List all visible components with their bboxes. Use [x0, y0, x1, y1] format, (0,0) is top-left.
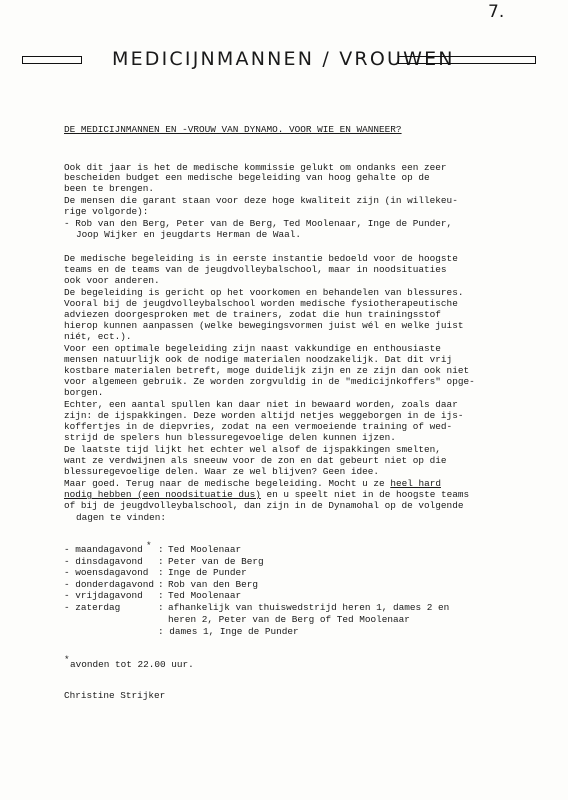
- schedule-separator: :: [158, 579, 164, 590]
- page-number: 7.: [488, 2, 505, 22]
- text-line: De mensen die garant staan voor deze hoge kwaliteit zijn (in willekeu-: [64, 195, 458, 206]
- schedule-person-continued: heren 2, Peter van de Berg of Ted Moolenaar: [168, 614, 410, 625]
- schedule-separator: :: [158, 544, 164, 555]
- schedule-person-continued: : dames 1, Inge de Punder: [158, 626, 299, 637]
- footnote: avonden tot 22.00 uur.: [70, 659, 194, 670]
- schedule-separator: :: [158, 590, 164, 601]
- text-run: Maar goed. Terug naar de medische begeleiding. Mocht u ze: [64, 478, 391, 489]
- text-line: dagen te vinden:: [76, 512, 167, 523]
- text-line: ook voor anderen.: [64, 275, 160, 286]
- schedule-person: Rob van den Berg: [168, 579, 259, 590]
- text-line: [64, 489, 469, 500]
- text-line: Voor een optimale begeleiding zijn naast vakkundige en enthousiaste: [64, 343, 441, 354]
- schedule-day: - woensdagavond: [64, 567, 149, 578]
- text-line: borgen.: [64, 387, 104, 398]
- text-line: mensen natuurlijk ook de nodige materialen noodzakelijk. Dat dit vrij: [64, 354, 453, 365]
- text-line: [64, 478, 441, 489]
- schedule-separator: :: [158, 567, 164, 578]
- text-line: rige volgorde):: [64, 206, 149, 217]
- text-line: Ook dit jaar is het de medische kommissie gelukt om ondanks een zeer: [64, 162, 447, 173]
- schedule-day: - donderdagavond: [64, 579, 155, 590]
- text-line: teams en de teams van de jeugdvolleybalschool, maar in noodsituaties: [64, 264, 447, 275]
- text-line: blessuregevoelige delen. Waar ze wel blijven? Geen idee.: [64, 466, 380, 477]
- text-line: Joop Wijker en jeugdarts Herman de Waal.: [76, 229, 302, 240]
- text-line: De begeleiding is gericht op het voorkomen en behandelen van blessures.: [64, 287, 464, 298]
- schedule-person: Inge de Punder: [168, 567, 247, 578]
- text-line: bescheiden budget een medische begeleiding van hoog gehalte op de: [64, 172, 430, 183]
- schedule-person: afhankelijk van thuiswedstrijd heren 1, dames 2 en: [168, 602, 450, 613]
- text-line: De laatste tijd lijkt het echter wel alsof de ijspakkingen smelten,: [64, 444, 441, 455]
- text-line: voor algemeen gebruik. Ze worden zorgvuldig in de "medicijnkoffers" opge-: [64, 376, 475, 387]
- schedule-day: - maandagavond: [64, 544, 143, 555]
- schedule-person: Ted Moolenaar: [168, 544, 242, 555]
- text-line: want ze verdwijnen als sneeuw voor de zon en dat gebeurt niet op die: [64, 455, 447, 466]
- schedule-day: - vrijdagavond: [64, 590, 143, 601]
- underlined-text: heel hard: [390, 478, 441, 489]
- text-line: strijd de spelers hun blessuregevoelige delen kunnen ijzen.: [64, 432, 396, 443]
- text-line: niét, ect.).: [64, 331, 132, 342]
- text-line: kostbare materialen betreft, moge duidelijk zijn en ze zijn dan ook niet: [64, 365, 470, 376]
- signature: Christine Strijker: [64, 690, 166, 701]
- schedule-person: Ted Moolenaar: [168, 590, 242, 601]
- footnote-marker: *: [146, 540, 152, 551]
- schedule-separator: :: [158, 556, 164, 567]
- text-line: Echter, een aantal spullen kan daar niet in bewaard worden, zoals daar: [64, 399, 458, 410]
- text-line: De medische begeleiding is in eerste instantie bedoeld voor de hoogste: [64, 253, 458, 264]
- schedule-separator: :: [158, 602, 164, 613]
- text-run: en u speelt niet in de hoogste teams: [260, 489, 470, 500]
- schedule-day: - dinsdagavond: [64, 556, 143, 567]
- banner-title: MEDICIJNMANNEN / VROUWEN: [112, 48, 455, 70]
- underlined-text: nodig hebben (een noodsituatie dus): [64, 489, 261, 500]
- text-line: hierop kunnen aanpassen (welke bewegingsvormen juist wél en welke juist: [64, 320, 464, 331]
- text-line: koffertjes in de diepvries, zodat na een vermoeiende training of wed-: [64, 421, 453, 432]
- banner: [22, 48, 542, 72]
- banner-left-box: [22, 56, 82, 64]
- article-heading: DE MEDICIJNMANNEN EN -VROUW VAN DYNAMO. VOOR WIE EN WANNEER?: [64, 124, 402, 135]
- text-line: - Rob van den Berg, Peter van de Berg, Ted Moolenaar, Inge de Punder,: [64, 218, 453, 229]
- footnote-marker: *: [64, 654, 70, 665]
- text-line: been te brengen.: [64, 183, 155, 194]
- text-line: adviezen doorgesproken met de trainers, zodat die hun trainingsstof: [64, 309, 441, 320]
- text-line: zijn: de ijspakkingen. Deze worden altijd netjes weggeborgen in de ijs-: [64, 410, 464, 421]
- schedule-day: - zaterdag: [64, 602, 121, 613]
- schedule-person: Peter van de Berg: [168, 556, 264, 567]
- text-line: of bij de jeugdvolleybalschool, dan zijn in de Dynamohal op de volgende: [64, 500, 464, 511]
- text-line: Vooral bij de jeugdvolleybalschool worden medische fysiotherapeutische: [64, 298, 458, 309]
- banner-right-box: [398, 56, 536, 64]
